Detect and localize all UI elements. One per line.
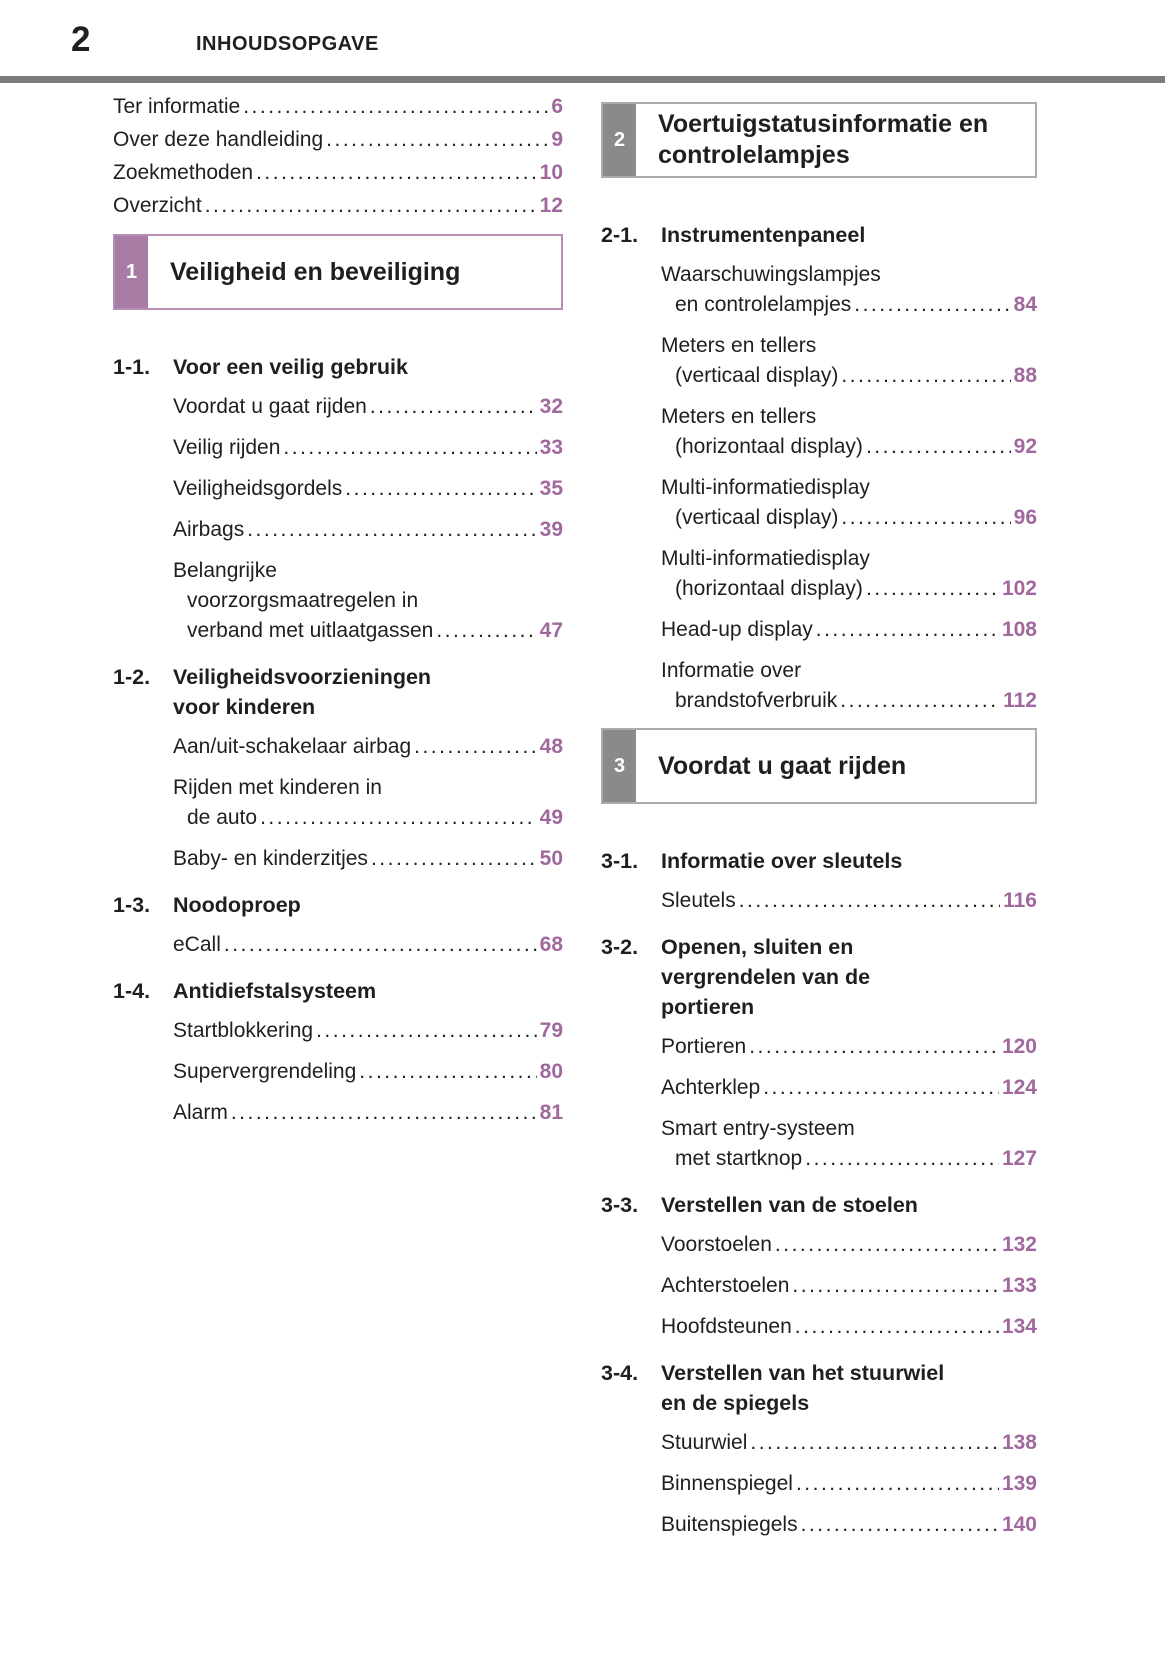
toc-entry	[601, 1230, 1037, 1260]
toc-entry-line	[601, 1144, 1037, 1174]
toc-entry	[601, 1271, 1037, 1301]
toc-entry	[113, 392, 563, 422]
leader-dots	[775, 1230, 999, 1260]
toc-column-right	[601, 90, 1037, 1551]
toc-heading-title-line: en de spiegels	[661, 1391, 810, 1415]
toc-entry-line	[601, 402, 1037, 432]
leader-dots	[795, 1312, 999, 1342]
chapter-number-tab: 1	[115, 236, 148, 308]
leader-dots	[750, 1428, 999, 1458]
toc-entry-label: de auto	[187, 806, 258, 829]
toc-entry-line	[601, 1312, 1037, 1342]
toc-entry-label: Stuurwiel	[661, 1431, 748, 1454]
toc-entry-line	[113, 90, 563, 123]
page-number: 120	[1001, 1035, 1037, 1058]
toc-entry-line	[113, 616, 563, 646]
toc-heading-title	[661, 846, 1037, 876]
leader-dots	[345, 474, 536, 504]
leader-dots	[205, 189, 537, 222]
toc-entry	[113, 515, 563, 545]
page-number: 81	[539, 1101, 563, 1124]
page-number: 112	[1003, 689, 1037, 712]
page-number: 80	[539, 1060, 563, 1083]
toc-entry-label: Hoofdsteunen	[661, 1315, 792, 1338]
toc-entry	[113, 844, 563, 874]
toc-heading	[113, 662, 563, 722]
chapter-box	[601, 102, 1037, 178]
toc-heading	[601, 220, 1037, 250]
page-number: 79	[539, 1019, 563, 1042]
toc-heading-number: 1-4.	[113, 979, 151, 1003]
toc-entry-line	[113, 433, 563, 463]
toc-heading-title-line: Veiligheidsvoorzieningen	[173, 665, 432, 689]
page-number: 140	[1001, 1513, 1037, 1536]
toc-entry	[601, 886, 1037, 916]
toc-entry-line	[113, 1057, 563, 1087]
toc-entry-line	[601, 290, 1037, 320]
toc-entry-label: eCall	[173, 933, 221, 956]
leader-dots	[231, 1098, 537, 1128]
page-number: 116	[1003, 889, 1037, 912]
toc-entry	[601, 402, 1037, 462]
toc-entry-line	[113, 392, 563, 422]
toc-heading-number: 3-4.	[601, 1361, 639, 1385]
toc-column-left	[113, 90, 563, 1139]
toc-entry-label: Over deze handleiding	[113, 128, 324, 151]
toc-entry-label: Sleutels	[661, 889, 736, 912]
toc-entry-line	[113, 123, 563, 156]
toc-heading-title-line: Openen, sluiten en	[661, 935, 854, 959]
leader-dots	[283, 433, 536, 463]
toc-entry-label: met startknop	[675, 1147, 803, 1170]
toc-entry	[113, 556, 563, 646]
toc-entry-line	[601, 1510, 1037, 1540]
toc-entry-line	[601, 1271, 1037, 1301]
toc-entry-label: Overzicht	[113, 194, 202, 217]
toc-entry-label: Binnenspiegel	[661, 1472, 793, 1495]
toc-entry-line	[601, 1073, 1037, 1103]
toc-entry-label: (verticaal display)	[675, 506, 839, 529]
toc-heading-title	[661, 1358, 1037, 1418]
toc-entry-line	[601, 615, 1037, 645]
chapter-number-tab: 3	[603, 730, 636, 802]
toc-heading-number: 3-2.	[601, 935, 639, 959]
toc-entry-line	[113, 844, 563, 874]
chapter-box	[601, 728, 1037, 804]
toc-entry	[113, 433, 563, 463]
page-number: 12	[539, 194, 563, 217]
leader-dots	[371, 844, 537, 874]
document-title: INHOUDSOPGAVE	[196, 33, 379, 55]
toc-entry-label: Veiligheidsgordels	[173, 477, 343, 500]
page-number: 48	[539, 735, 563, 758]
page-number: 102	[1001, 577, 1037, 600]
toc-entry-line	[601, 686, 1037, 716]
toc-heading-title	[173, 662, 563, 722]
toc-heading-number: 1-1.	[113, 355, 151, 379]
page-number: 134	[1001, 1315, 1037, 1338]
toc-entry	[113, 189, 563, 222]
toc-entry	[601, 544, 1037, 604]
toc-heading	[113, 352, 563, 382]
toc-entry	[601, 1312, 1037, 1342]
toc-heading-title	[661, 220, 1037, 250]
leader-dots	[359, 1057, 536, 1087]
toc-entry	[113, 1098, 563, 1128]
toc-entry	[113, 930, 563, 960]
toc-entry-line	[601, 260, 1037, 290]
toc-heading	[601, 1358, 1037, 1418]
page-number: 138	[1001, 1431, 1037, 1454]
toc-entry-label: Supervergrendeling	[173, 1060, 357, 1083]
toc-entry-label: Veilig rijden	[173, 436, 281, 459]
toc-entry-label: voorzorgsmaatregelen in	[187, 589, 419, 612]
page-number: 9	[551, 128, 563, 151]
chapter-title-line: Voordat u gaat rijden	[658, 751, 907, 780]
toc-entry-line	[601, 544, 1037, 574]
toc-entry-label: Rijden met kinderen in	[173, 776, 382, 799]
page-number: 88	[1013, 364, 1037, 387]
toc-heading-title-line: Antidiefstalsysteem	[173, 979, 377, 1003]
page-number: 32	[539, 395, 563, 418]
toc-entry	[113, 123, 563, 156]
toc-entry-line	[601, 1114, 1037, 1144]
toc-entry-line	[601, 361, 1037, 391]
toc-entry-label: Ter informatie	[113, 95, 241, 118]
toc-entry-label: brandstofverbruik	[675, 689, 838, 712]
toc-entry	[113, 474, 563, 504]
toc-entry-line	[113, 156, 563, 189]
page-number: 127	[1001, 1147, 1037, 1170]
toc-entry-label: Buitenspiegels	[661, 1513, 798, 1536]
leader-dots	[247, 515, 536, 545]
toc-entry-label: (horizontaal display)	[675, 577, 863, 600]
toc-entry-label: Baby- en kinderzitjes	[173, 847, 368, 870]
toc-entry	[601, 1428, 1037, 1458]
toc-heading-title-line: Verstellen van het stuurwiel	[661, 1361, 945, 1385]
toc-heading-number: 1-2.	[113, 665, 151, 689]
toc-entry-line	[601, 1469, 1037, 1499]
toc-entry-line	[113, 732, 563, 762]
toc-entry-line	[601, 1428, 1037, 1458]
toc-heading-title	[661, 932, 1037, 1022]
chapter-title	[636, 104, 994, 176]
leader-dots	[792, 1271, 999, 1301]
page-number-big: 2	[71, 20, 92, 59]
toc-entry-label: Meters en tellers	[661, 405, 817, 428]
leader-dots	[326, 123, 548, 156]
toc-entry-line	[601, 1032, 1037, 1062]
toc-entry	[601, 1510, 1037, 1540]
toc-heading-number: 3-3.	[601, 1193, 639, 1217]
chapter-box	[113, 234, 563, 310]
page-number: 50	[539, 847, 563, 870]
toc-entry-line	[113, 189, 563, 222]
toc-heading-number: 1-3.	[113, 893, 151, 917]
chapter-number-tab: 2	[603, 104, 636, 176]
leader-dots	[256, 156, 537, 189]
leader-dots	[840, 686, 1000, 716]
toc-heading-title-line: portieren	[661, 995, 755, 1019]
toc-entry-line	[113, 515, 563, 545]
leader-dots	[841, 503, 1010, 533]
toc-entry	[601, 331, 1037, 391]
toc-entry-label: Aan/uit-schakelaar airbag	[173, 735, 412, 758]
page-number: 49	[539, 806, 563, 829]
toc-entry-label: Startblokkering	[173, 1019, 314, 1042]
toc-entry	[601, 473, 1037, 533]
toc-heading	[601, 846, 1037, 876]
toc-entry-line	[601, 886, 1037, 916]
leader-dots	[763, 1073, 999, 1103]
page-number: 139	[1001, 1472, 1037, 1495]
header-rule	[0, 76, 1165, 83]
page-number: 124	[1001, 1076, 1037, 1099]
toc-entry-line	[113, 586, 563, 616]
toc-entry-label: Voordat u gaat rijden	[173, 395, 367, 418]
toc-entry-label: Zoekmethoden	[113, 161, 254, 184]
toc-entry-label: Achterstoelen	[661, 1274, 790, 1297]
toc-entry	[113, 156, 563, 189]
toc-entry-label: Multi-informatiedisplay	[661, 547, 870, 570]
page-number: 108	[1001, 618, 1037, 641]
toc-heading	[601, 932, 1037, 1022]
leader-dots	[316, 1016, 537, 1046]
toc-entry	[601, 260, 1037, 320]
toc-entry	[601, 1073, 1037, 1103]
toc-heading	[113, 976, 563, 1006]
page-number: 133	[1001, 1274, 1037, 1297]
toc-entry-label: Informatie over	[661, 659, 802, 682]
toc-entry-label: Smart entry-systeem	[661, 1117, 855, 1140]
toc-entry-line	[601, 656, 1037, 686]
toc-heading-title-line: Noodoproep	[173, 893, 301, 917]
toc-entry-label: verband met uitlaatgassen	[187, 619, 434, 642]
page-number: 6	[551, 95, 563, 118]
toc-entry	[601, 1469, 1037, 1499]
toc-entry-label: Portieren	[661, 1035, 747, 1058]
toc-heading-title-line: vergrendelen van de	[661, 965, 871, 989]
toc-heading-title	[661, 1190, 1037, 1220]
toc-entry-label: Meters en tellers	[661, 334, 817, 357]
page-number: 96	[1013, 506, 1037, 529]
page-number: 84	[1013, 293, 1037, 316]
toc-entry-line	[601, 1230, 1037, 1260]
toc-entry-line	[113, 1016, 563, 1046]
toc-entry-label: Belangrijke	[173, 559, 277, 582]
toc-entry	[113, 1057, 563, 1087]
leader-dots	[436, 616, 536, 646]
toc-entry-line	[601, 574, 1037, 604]
leader-dots	[243, 90, 548, 123]
toc-entry	[113, 90, 563, 123]
toc-entry-line	[113, 773, 563, 803]
toc-heading-title-line: Voor een veilig gebruik	[173, 355, 408, 379]
page-number: 35	[539, 477, 563, 500]
leader-dots	[866, 574, 999, 604]
chapter-title-line: Veiligheid en beveiliging	[170, 257, 461, 286]
toc-heading	[601, 1190, 1037, 1220]
page-number: 39	[539, 518, 563, 541]
leader-dots	[796, 1469, 999, 1499]
leader-dots	[841, 361, 1010, 391]
leader-dots	[801, 1510, 999, 1540]
toc-entry-label: en controlelampjes	[675, 293, 852, 316]
toc-entry-line	[113, 803, 563, 833]
chapter-title	[636, 730, 912, 802]
toc-entry-line	[601, 432, 1037, 462]
toc-entry-label: Waarschuwingslampjes	[661, 263, 881, 286]
leader-dots	[260, 803, 537, 833]
toc-entry	[601, 1032, 1037, 1062]
toc-entry-line	[113, 474, 563, 504]
leader-dots	[414, 732, 537, 762]
page-number: 92	[1013, 435, 1037, 458]
page-number: 132	[1001, 1233, 1037, 1256]
leader-dots	[739, 886, 1000, 916]
page-number: 33	[539, 436, 563, 459]
toc-heading-title-line: Verstellen van de stoelen	[661, 1193, 918, 1217]
toc-heading-title	[173, 352, 563, 382]
chapter-title-line: Voertuigstatusinformatie en	[658, 110, 989, 138]
leader-dots	[749, 1032, 999, 1062]
leader-dots	[805, 1144, 999, 1174]
toc-entry	[113, 732, 563, 762]
toc-entry-line	[113, 1098, 563, 1128]
toc-entry-line	[113, 556, 563, 586]
chapter-title-line: controlelampjes	[658, 141, 850, 169]
toc-heading-title-line: voor kinderen	[173, 695, 316, 719]
leader-dots	[866, 432, 1011, 462]
toc-entry-label: Alarm	[173, 1101, 228, 1124]
toc-entry-label: Head-up display	[661, 618, 813, 641]
leader-dots	[854, 290, 1010, 320]
toc-entry-line	[601, 331, 1037, 361]
toc-entry	[601, 615, 1037, 645]
toc-entry-line	[113, 930, 563, 960]
toc-entry-line	[601, 473, 1037, 503]
toc-heading-title	[173, 890, 563, 920]
toc-heading-title-line: Instrumentenpaneel	[661, 223, 866, 247]
leader-dots	[224, 930, 537, 960]
toc-entry	[113, 1016, 563, 1046]
toc-entry	[601, 656, 1037, 716]
toc-entry-label: Achterklep	[661, 1076, 761, 1099]
toc-heading-number: 2-1.	[601, 223, 639, 247]
toc-entry	[113, 773, 563, 833]
leader-dots	[816, 615, 999, 645]
page-number: 68	[539, 933, 563, 956]
toc-heading-number: 3-1.	[601, 849, 639, 873]
toc-entry	[601, 1114, 1037, 1174]
toc-entry-line	[601, 503, 1037, 533]
toc-entry-label: Multi-informatiedisplay	[661, 476, 870, 499]
leader-dots	[370, 392, 537, 422]
toc-entry-label: Voorstoelen	[661, 1233, 772, 1256]
toc-heading-title	[173, 976, 563, 1006]
toc-heading-title-line: Informatie over sleutels	[661, 849, 903, 873]
toc-entry-label: Airbags	[173, 518, 245, 541]
toc-entry-label: (verticaal display)	[675, 364, 839, 387]
toc-heading	[113, 890, 563, 920]
toc-entry-label: (horizontaal display)	[675, 435, 863, 458]
chapter-title	[148, 236, 466, 308]
page-number: 10	[539, 161, 563, 184]
page-number: 47	[539, 619, 563, 642]
